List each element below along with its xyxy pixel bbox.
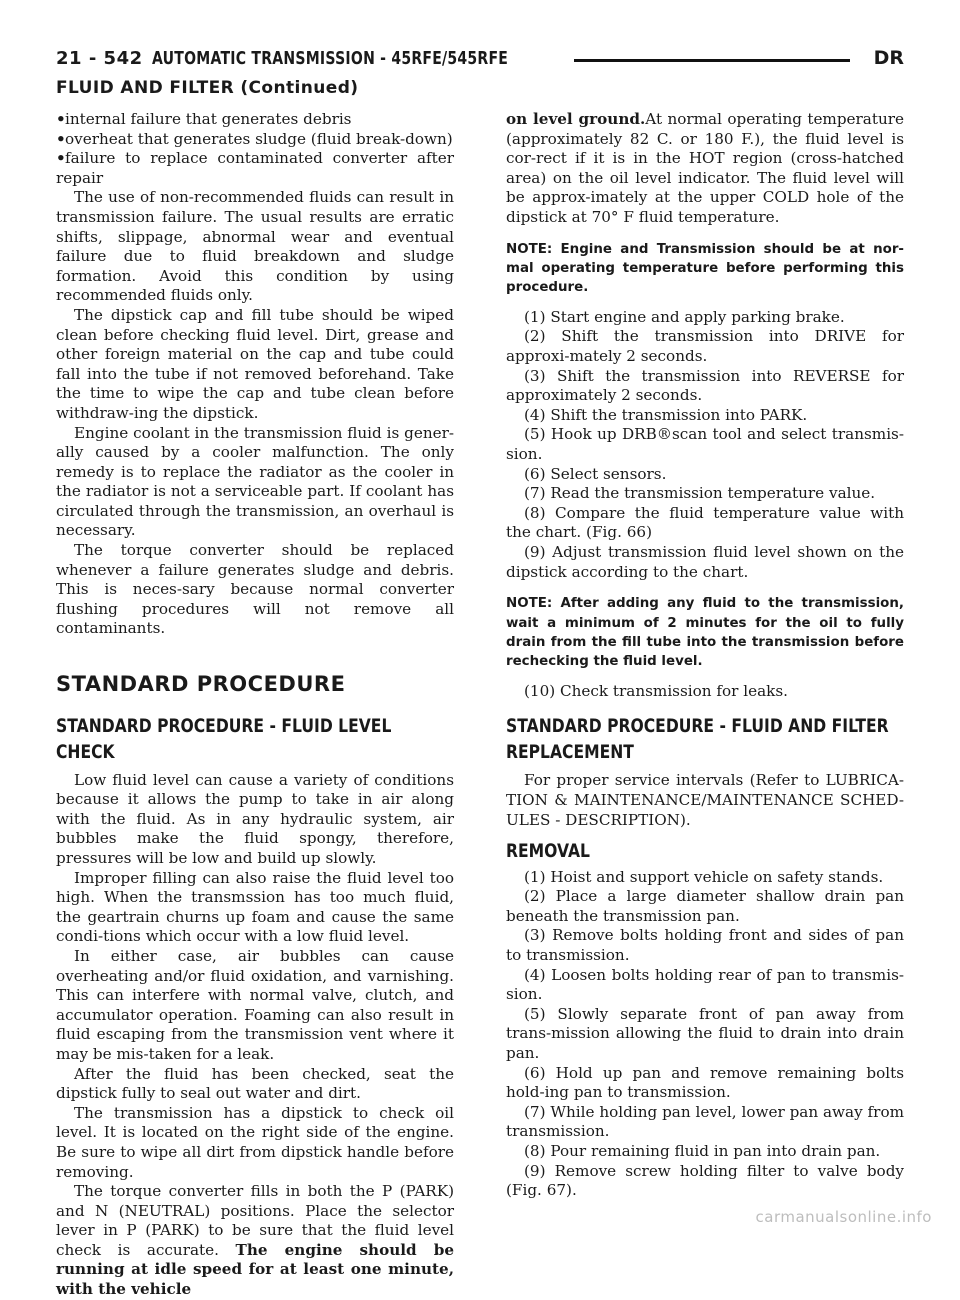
step-item: (7) While holding pan level, lower pan away from transmission. [506,1102,904,1141]
continued-heading: FLUID AND FILTER (Continued) [56,78,359,98]
step-item: (1) Start engine and apply parking brake. [524,307,845,326]
paragraph-improper-filling: Improper filling can also raise the fluid level too high. When the transmssion has too much fluid, the geartrain churns up foam and cause the same condi-tions which occur with a low fluid level. [56,868,454,946]
paragraph-torque-converter: The torque converter should be replaced whenever a failure generates sludge and debris. This is neces-sary because normal converter flushing procedures will not remove all contaminants. [56,541,454,638]
heading-removal: REMOVAL [506,840,590,863]
bullet-item: •overheat that generates sludge (fluid break-down) [56,129,453,148]
step-item: (5) Hook up DRB®scan tool and select transmis-sion. [506,425,904,463]
bullet-item: •failure to replace contaminated converter after repair [56,149,454,187]
step-item: (9) Adjust transmission fluid level shown on the dipstick according to the chart. [506,542,904,581]
paragraph-level-ground: on level ground.At normal operating temperature (approximately 82 C. or 180 F.), the fluid level is cor-rect if it is in the HOT region (cross-hatched area) on the oil level indicator. The fluid level will be approx-imately at the upper COLD hole of the dipstick at 70° F fluid temperature. [506,110,904,226]
step-item: (8) Pour remaining fluid in pan into drain pan. [524,1142,881,1160]
heading-fluid-level-check: STANDARD PROCEDURE - FLUID LEVEL CHECK [56,714,392,763]
step-item: (4) Loosen bolts holding rear of pan to transmis-sion. [506,965,904,1004]
step-item: (2) Shift the transmission into DRIVE for approxi-mately 2 seconds. [506,327,904,365]
paragraph-low-fluid: Low fluid level can cause a variety of conditions because it allows the pump to take in air along with the fluid. As in any hydraulic system, air bubbles make the fluid spongy, therefore, pressures will be low and build up slowly. [56,770,454,867]
step-item: (8) Compare the fluid temperature value with the chart. (Fig. 66) [506,503,904,542]
note-after-adding-fluid: NOTE: After adding any fluid to the transmission, wait a minimum of 2 minutes for the oil to fully drain from the fill tube into the transmission before rechecking the fluid level. [506,596,904,670]
step-item: (3) Remove bolts holding front and sides of pan to transmission. [506,926,904,965]
paragraph-dipstick-cap: The dipstick cap and fill tube should be wiped clean before checking fluid level. Dirt, grease and other foreign material on the cap and tube could fall into the tube if not removed beforehand. Take the time to wipe the cap and tube clean before withdraw-ing the dipstick. [56,305,454,422]
paragraph-service-intervals: For proper service intervals (Refer to LUBRICA-TION & MAINTENANCE/MAINTENANCE SCHED-ULES - DESCRIPTION). [506,771,904,829]
watermark: carmanualsonline.info [755,1208,932,1226]
step-item: (10) Check transmission for leaks. [524,681,788,700]
right-column [506,110,904,1201]
left-column [56,110,454,1300]
step-item: (5) Slowly separate front of pan away from trans-mission allowing the fluid to drain into drain pan. [506,1004,904,1063]
model-code: DR [873,47,904,69]
step-item: (3) Shift the transmission into REVERSE for approximately 2 seconds. [506,366,904,405]
step-item: (6) Select sensors. [524,464,667,483]
paragraph-dipstick-location: The transmission has a dipstick to check oil level. It is located on the right side of the engine. Be sure to wipe all dirt from dipstick handle before removing. [56,1103,454,1181]
step-item: (7) Read the transmission temperature value. [524,484,876,503]
note-operating-temperature: NOTE: Engine and Transmission should be at nor-mal operating temperature before performing this procedure. [506,241,904,296]
bullet-icon: • [56,149,66,168]
paragraph-after-checked: After the fluid has been checked, seat the dipstick fully to seal out water and dirt. [56,1064,454,1103]
bullet-icon: • [56,110,66,128]
paragraph-converter-fills: The torque converter fills in both the P (PARK) and N (NEUTRAL) positions. Place the selector lever in P (PARK) to be sure that the fluid level check is accurate. The engine should be running at idle speed for at least one minute, with the vehicle [56,1182,454,1299]
step-item: (9) Remove screw holding filter to valve body (Fig. 67). [506,1161,904,1200]
header-rule [574,59,850,62]
step-item: (2) Place a large diameter shallow drain pan beneath the transmission pan. [506,887,904,925]
manual-section-title: AUTOMATIC TRANSMISSION - 45RFE/545RFE [152,48,509,69]
bullet-item: •internal failure that generates debris [56,110,352,128]
step-item: (4) Shift the transmission into PARK. [524,405,808,424]
paragraph-engine-coolant: Engine coolant in the transmission fluid is gener-ally caused by a cooler malfunction. The only remedy is to replace the radiator as the cooler in the radiator is not a serviceable part. If coolant has circulated through the transmission, an overhaul is necessary. [56,423,454,540]
page-number: 21 - 542 [56,48,143,69]
bullet-icon: • [56,129,66,148]
paragraph-air-bubbles: In either case, air bubbles can cause overheating and/or fluid oxidation, and varnishing. This can interfere with normal valve, clutch, and accumulator operation. Foaming can also result in fluid escaping from the transmission vent where it may be mis-taken for a leak. [56,946,454,1063]
paragraph-non-recommended-fluids: The use of non-recommended fluids can result in transmission failure. The usual results are erratic shifts, slippage, abnormal wear and eventual failure due to fluid breakdown and sludge formation. Avoid this condition by using recommended fluids only. [56,188,454,305]
step-item: (6) Hold up pan and remove remaining bolts hold-ing pan to transmission. [506,1063,904,1102]
heading-fluid-filter-replacement: STANDARD PROCEDURE - FLUID AND FILTER REPLACEMENT [506,715,889,764]
heading-standard-procedure: STANDARD PROCEDURE [56,672,346,697]
step-item: (1) Hoist and support vehicle on safety stands. [524,867,884,886]
